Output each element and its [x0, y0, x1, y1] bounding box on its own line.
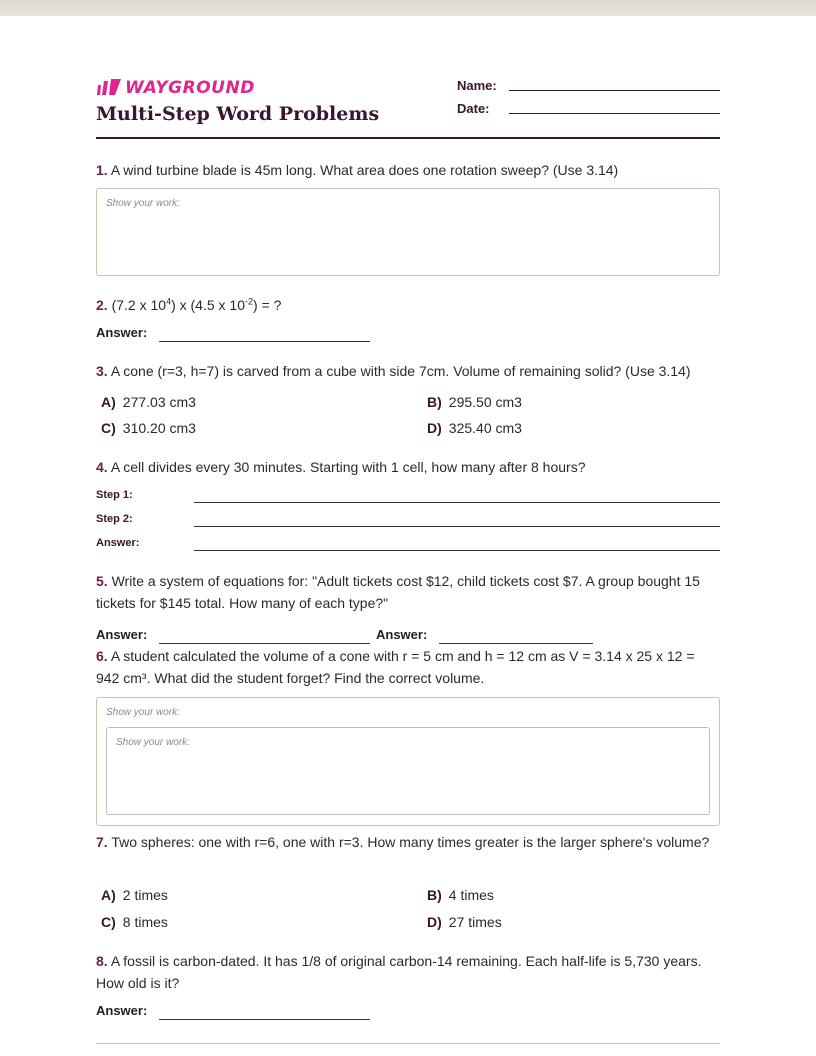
work-area-1[interactable]	[96, 188, 720, 276]
header-divider	[96, 137, 720, 139]
question-4	[96, 456, 720, 478]
date-field[interactable]	[509, 113, 720, 114]
option-a[interactable]	[101, 394, 196, 410]
answer-field-5a[interactable]	[159, 643, 370, 644]
question-5	[96, 570, 720, 614]
question-text: Write a system of equations for: "Adult tickets cost $12, child tickets cost $7. A group bought 15 tickets for $145 total. How many of each type?"	[96, 573, 700, 611]
question-2	[96, 294, 720, 316]
question-number: 7.	[96, 834, 108, 850]
question-text: A cone (r=3, h=7) is carved from a cube with side 7cm. Volume of remaining solid? (Use 3.14)	[110, 363, 691, 379]
option-letter: B)	[427, 394, 442, 410]
option-letter: C)	[101, 914, 116, 930]
option-letter: C)	[101, 420, 116, 436]
question-number: 4.	[96, 459, 108, 475]
option-letter: B)	[427, 887, 442, 903]
question-text-part: (7.2 x 10	[111, 297, 167, 313]
option-d[interactable]	[427, 914, 502, 930]
work-placeholder: Show your work:	[106, 198, 180, 209]
question-8	[96, 950, 720, 994]
work-area-6-inner[interactable]	[106, 727, 710, 815]
question-number: 1.	[96, 162, 108, 178]
question-number: 5.	[96, 573, 108, 589]
step-1-field[interactable]	[194, 502, 720, 503]
option-a[interactable]	[101, 887, 168, 903]
work-placeholder: Show your work:	[116, 737, 190, 748]
answer-label: Answer:	[376, 627, 428, 642]
wayground-logo-icon	[96, 78, 122, 98]
question-text: A fossil is carbon-dated. It has 1/8 of original carbon-14 remaining. Each half-life is 5,730 years. How old is it?	[96, 953, 702, 991]
question-7	[96, 831, 720, 853]
option-text: 277.03 cm3	[122, 394, 196, 410]
date-label: Date:	[457, 101, 490, 116]
work-placeholder: Show your work:	[106, 707, 180, 718]
option-text: 8 times	[122, 914, 168, 930]
option-text: 2 times	[122, 887, 168, 903]
question-3	[96, 360, 720, 382]
brand-name: WAYGROUND	[125, 78, 255, 98]
answer-field-8[interactable]	[159, 1019, 370, 1020]
question-number: 6.	[96, 648, 108, 664]
answer-field-2[interactable]	[159, 341, 370, 342]
answer-field-5b[interactable]	[439, 643, 593, 644]
question-text: A wind turbine blade is 45m long. What area does one rotation sweep? (Use 3.14)	[110, 162, 619, 178]
answer-label: Answer:	[96, 627, 148, 642]
name-field[interactable]	[509, 90, 720, 91]
page-title: Multi-Step Word Problems	[96, 103, 380, 125]
footer-divider	[96, 1043, 720, 1044]
option-letter: D)	[427, 420, 442, 436]
option-text: 295.50 cm3	[448, 394, 522, 410]
exponent: 4	[166, 296, 172, 307]
option-c[interactable]	[101, 420, 196, 436]
step-2-field[interactable]	[194, 526, 720, 527]
step-2-label: Step 2:	[96, 513, 133, 525]
exponent: -2	[245, 296, 254, 307]
option-b[interactable]	[427, 394, 522, 410]
brand-logo	[96, 78, 255, 98]
answer-field-4[interactable]	[194, 550, 720, 551]
step-1-label: Step 1:	[96, 489, 133, 501]
question-number: 2.	[96, 297, 108, 313]
question-text-part: ) x (4.5 x 10	[171, 297, 245, 313]
option-d[interactable]	[427, 420, 522, 436]
question-text: A student calculated the volume of a cone with r = 5 cm and h = 12 cm as V = 3.14 x 25 x 12 = 942 cm³. What did the student forget? Find the correct volume.	[96, 648, 695, 686]
question-text-part: ) = ?	[253, 297, 282, 313]
name-label: Name:	[457, 78, 497, 93]
page-top-edge	[0, 0, 816, 16]
question-number: 3.	[96, 363, 108, 379]
answer-label: Answer:	[96, 325, 148, 340]
question-6	[96, 645, 720, 689]
option-c[interactable]	[101, 914, 168, 930]
option-b[interactable]	[427, 887, 494, 903]
option-letter: A)	[101, 887, 116, 903]
option-letter: A)	[101, 394, 116, 410]
answer-label: Answer:	[96, 537, 140, 549]
question-1	[96, 159, 720, 181]
option-text: 310.20 cm3	[122, 420, 196, 436]
question-text: A cell divides every 30 minutes. Starting with 1 cell, how many after 8 hours?	[110, 459, 586, 475]
question-number: 8.	[96, 953, 108, 969]
option-letter: D)	[427, 914, 442, 930]
question-text: Two spheres: one with r=6, one with r=3. How many times greater is the larger sphere's volume?	[111, 834, 710, 850]
option-text: 27 times	[448, 914, 502, 930]
option-text: 325.40 cm3	[448, 420, 522, 436]
answer-label: Answer:	[96, 1003, 148, 1018]
option-text: 4 times	[448, 887, 494, 903]
